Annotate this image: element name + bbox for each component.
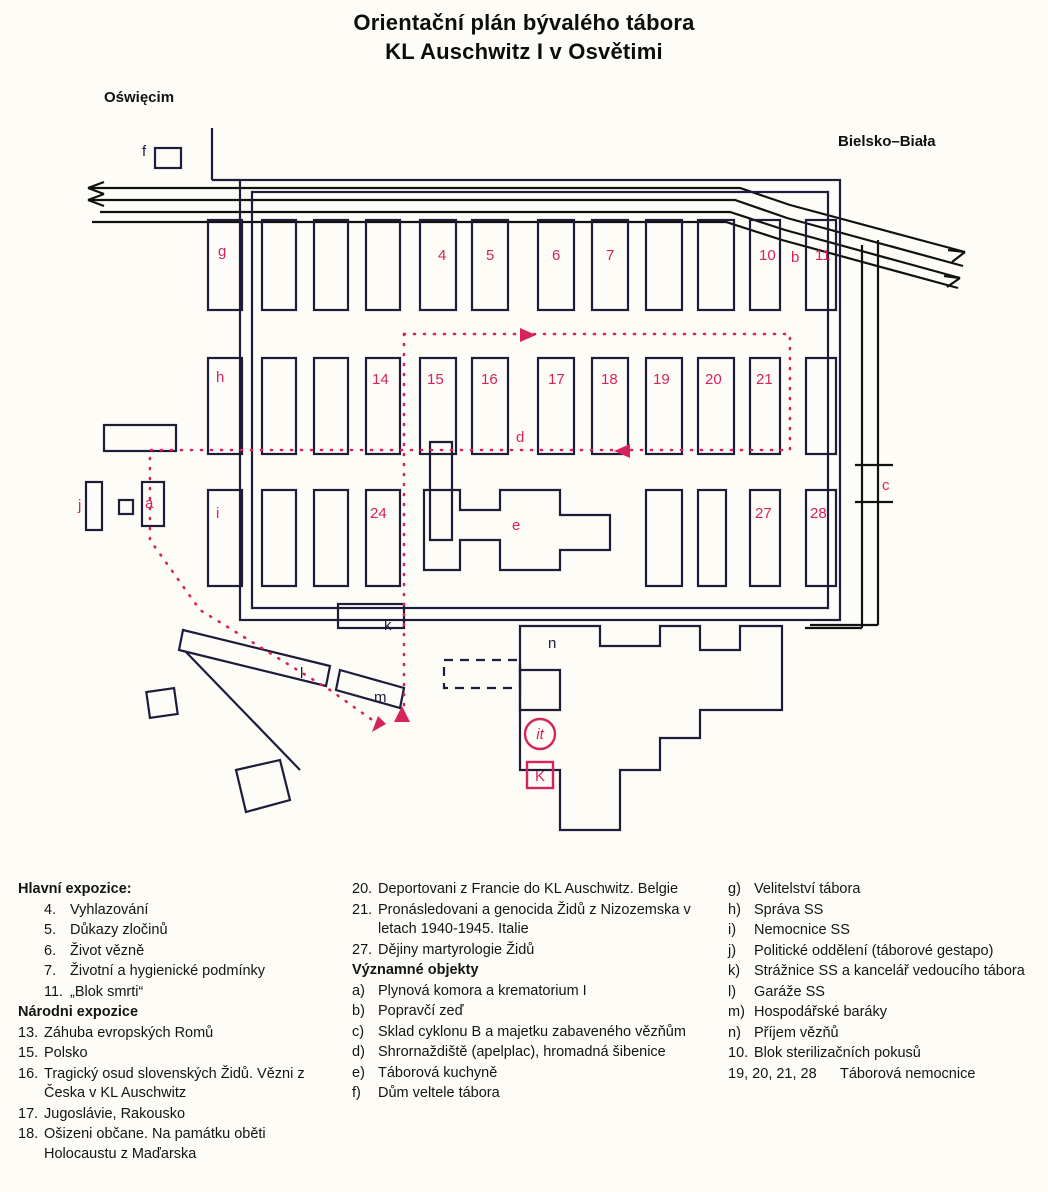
legend-item [728, 921, 1038, 941]
block-label-14: 14 [372, 371, 389, 388]
marker-label-k: K [534, 768, 546, 785]
legend-item-text: Politické oddělení (táborové gestapo) [754, 942, 994, 959]
legend-item-number: 27. [352, 941, 373, 958]
legend-item-number: 11. [44, 983, 64, 1000]
legend-item-text: Důkazy zločinů [70, 922, 168, 938]
legend-item-number: 18. [18, 1126, 39, 1142]
marker-label-it: it [536, 726, 544, 743]
legend-item [352, 1043, 722, 1063]
block-label-21: 21 [756, 371, 773, 388]
crematorium-complex [520, 626, 782, 830]
block-label-11: 11 [815, 247, 831, 264]
legend-item [352, 941, 722, 961]
block-label-18: 18 [601, 371, 618, 388]
legend-item-text: Nemocnice SS [754, 922, 850, 938]
road-east [805, 240, 893, 628]
object-label-g: g [218, 243, 227, 260]
legend-header-main: Hlavní expozice: [18, 881, 132, 897]
legend-item-number: j) [728, 942, 737, 959]
legend-item-text: Velitelství tábora [754, 881, 861, 897]
legend-item-number: 6. [44, 942, 57, 959]
legend-item-text: Příjem vězňů [754, 1024, 839, 1041]
page-title [0, 8, 1048, 66]
legend-item-text: Hospodářské baráky [754, 1004, 887, 1020]
object-label-m: m [374, 689, 387, 706]
legend-item [728, 1003, 1038, 1023]
legend-item [44, 901, 338, 921]
legend-item [18, 1125, 338, 1164]
legend-item [728, 880, 1038, 900]
legend-item-text: Vyhlazování [70, 901, 149, 918]
legend-item-number: 5. [44, 922, 57, 938]
legend-item-number: 10. [728, 1045, 749, 1061]
road-network [88, 182, 965, 288]
object-label-a: a [145, 495, 154, 512]
legend-column-1 [18, 880, 338, 1165]
legend-item-number: n) [728, 1024, 741, 1041]
camp-perimeter [212, 128, 840, 620]
legend-column-2 [352, 880, 722, 1105]
legend-item-number: d) [352, 1044, 365, 1060]
legend-item-text: Garáže SS [754, 983, 825, 1000]
object-label-d: d [516, 429, 525, 446]
legend-item-number: e) [352, 1064, 365, 1081]
block-label-6: 6 [552, 247, 561, 264]
object-label-n: n [548, 635, 557, 652]
legend-item-text: Popravčí zeď [378, 1003, 464, 1019]
block-label-24: 24 [370, 505, 387, 522]
legend-item-number: k) [728, 963, 741, 979]
legend-item-number: 15. [18, 1045, 39, 1061]
legend-item [352, 1002, 722, 1022]
legend-item-number: 4. [44, 901, 57, 918]
legend-item [44, 942, 338, 962]
block-label-19: 19 [653, 371, 670, 388]
block-label-10: 10 [759, 247, 776, 264]
legend-item-text: Táborová kuchyně [378, 1064, 498, 1081]
south-barracks [146, 630, 520, 812]
title-line-1: Orientační plán bývalého tábora [353, 10, 695, 35]
object-label-b: b [791, 249, 800, 266]
legend-item-number: b) [352, 1003, 365, 1019]
legend-header-national: Národni expozice [18, 1004, 139, 1020]
legend-item [352, 1023, 722, 1043]
legend-item-number: l) [728, 983, 737, 1000]
legend-item-number: 7. [44, 963, 57, 979]
legend-item-number: 20. [352, 881, 373, 897]
legend-item [44, 921, 338, 941]
road-label-bielsko: Bielsko–Biała [838, 133, 936, 150]
legend-item-text: Strážnice SS a kancelář vedoucího tábora [754, 963, 1025, 979]
legend-item-text: Polsko [44, 1045, 88, 1061]
legend-item-text: Ošizeni občane. Na památku oběti Holocaustu z Maďarska [44, 1126, 266, 1162]
legend-item-number: g) [728, 881, 741, 897]
legend-header-objects: Významné objekty [352, 962, 479, 978]
legend-item-number: 17. [18, 1105, 39, 1122]
legend-item [18, 1105, 338, 1125]
legend-item [728, 1024, 1038, 1044]
visitor-route [150, 328, 790, 732]
legend-item-text: Pronásledovani a genocida Židů z Nizozemska v letach 1940-1945. Italie [378, 901, 691, 937]
block-label-15: 15 [427, 371, 444, 388]
legend-item-text: Deportovani z Francie do KL Auschwitz. Belgie [378, 881, 679, 897]
object-label-i: i [216, 505, 220, 522]
legend-item-text: Záhuba evropských Romů [44, 1024, 214, 1041]
legend-item-text: Tragický osud slovenských Židů. Vězni z Česka v KL Auschwitz [44, 1065, 305, 1101]
legend-item-number: f) [352, 1085, 361, 1101]
block-number-labels [370, 247, 831, 522]
block-label-28: 28 [810, 505, 827, 522]
block-label-20: 20 [705, 371, 722, 388]
block-label-5: 5 [486, 247, 495, 264]
legend-item [728, 1044, 1038, 1064]
legend-item-text: Shrornaždiště (apelplac), hromadná šibenice [378, 1044, 666, 1060]
legend-item-text: Dějiny martyrologie Židů [378, 941, 535, 958]
legend-item-number: c) [352, 1023, 365, 1040]
object-label-h: h [216, 369, 225, 386]
legend-item [18, 1044, 338, 1064]
object-label-e: e [512, 517, 521, 534]
legend-item-number: a) [352, 982, 365, 999]
legend-item-text: Životní a hygienické podmínky [70, 963, 266, 979]
object-label-j: j [78, 497, 82, 514]
block-row-1 [208, 220, 836, 310]
legend-item-text: Život vězně [70, 942, 145, 959]
legend-item-number: h) [728, 901, 741, 918]
legend-item [352, 1064, 722, 1084]
legend-item-text: Blok sterilizačních pokusů [754, 1045, 921, 1061]
legend-item [728, 901, 1038, 921]
legend-item-number: 13. [18, 1024, 39, 1041]
object-label-k: k [384, 617, 392, 634]
legend-column-3 [728, 880, 1038, 1085]
block-label-7: 7 [606, 247, 615, 264]
map-legend [0, 880, 1048, 1192]
legend-item-number: 19, 20, 21, 28 [728, 1065, 817, 1082]
camp-map [0, 70, 1048, 880]
legend-item-text: „Blok smrti“ [70, 983, 144, 1000]
map-markers [525, 719, 555, 788]
legend-item [728, 983, 1038, 1003]
legend-item [728, 1065, 1038, 1085]
legend-item [728, 962, 1038, 982]
legend-item [44, 983, 338, 1003]
legend-item-text: Správa SS [754, 901, 824, 918]
map-svg [0, 70, 1048, 880]
legend-item-number: 16. [18, 1065, 39, 1082]
legend-item [352, 901, 722, 940]
legend-item-text: Táborová nemocnice [840, 1065, 976, 1082]
object-label-l: l [300, 665, 304, 682]
camp-kitchen-building [424, 442, 610, 570]
legend-item-number: 21. [352, 901, 373, 918]
block-label-16: 16 [481, 371, 498, 388]
legend-item [18, 1024, 338, 1044]
legend-item [352, 1084, 722, 1104]
object-letter-labels [77, 143, 890, 706]
legend-item-number: i) [728, 922, 737, 938]
block-row-3 [208, 490, 836, 586]
legend-item [728, 942, 1038, 962]
legend-item-number: m) [728, 1004, 745, 1020]
object-label-f: f [142, 143, 147, 160]
title-line-2: KL Auschwitz I v Osvětimi [385, 39, 663, 64]
legend-item [44, 962, 338, 982]
legend-item-text: Sklad cyklonu B a majetku zabaveného vězňům [378, 1023, 686, 1040]
object-label-c: c [882, 477, 890, 494]
legend-item-text: Plynová komora a krematorium I [378, 982, 587, 999]
legend-item [352, 982, 722, 1002]
block-label-27: 27 [755, 505, 772, 522]
legend-item-text: Dům veltele tábora [378, 1085, 500, 1101]
legend-item-text: Jugoslávie, Rakousko [44, 1105, 186, 1122]
block-label-4: 4 [438, 247, 447, 264]
block-label-17: 17 [548, 371, 565, 388]
legend-item [18, 1065, 338, 1104]
legend-item [352, 880, 722, 900]
road-label-oswiecim: Oświęcim [104, 89, 175, 106]
